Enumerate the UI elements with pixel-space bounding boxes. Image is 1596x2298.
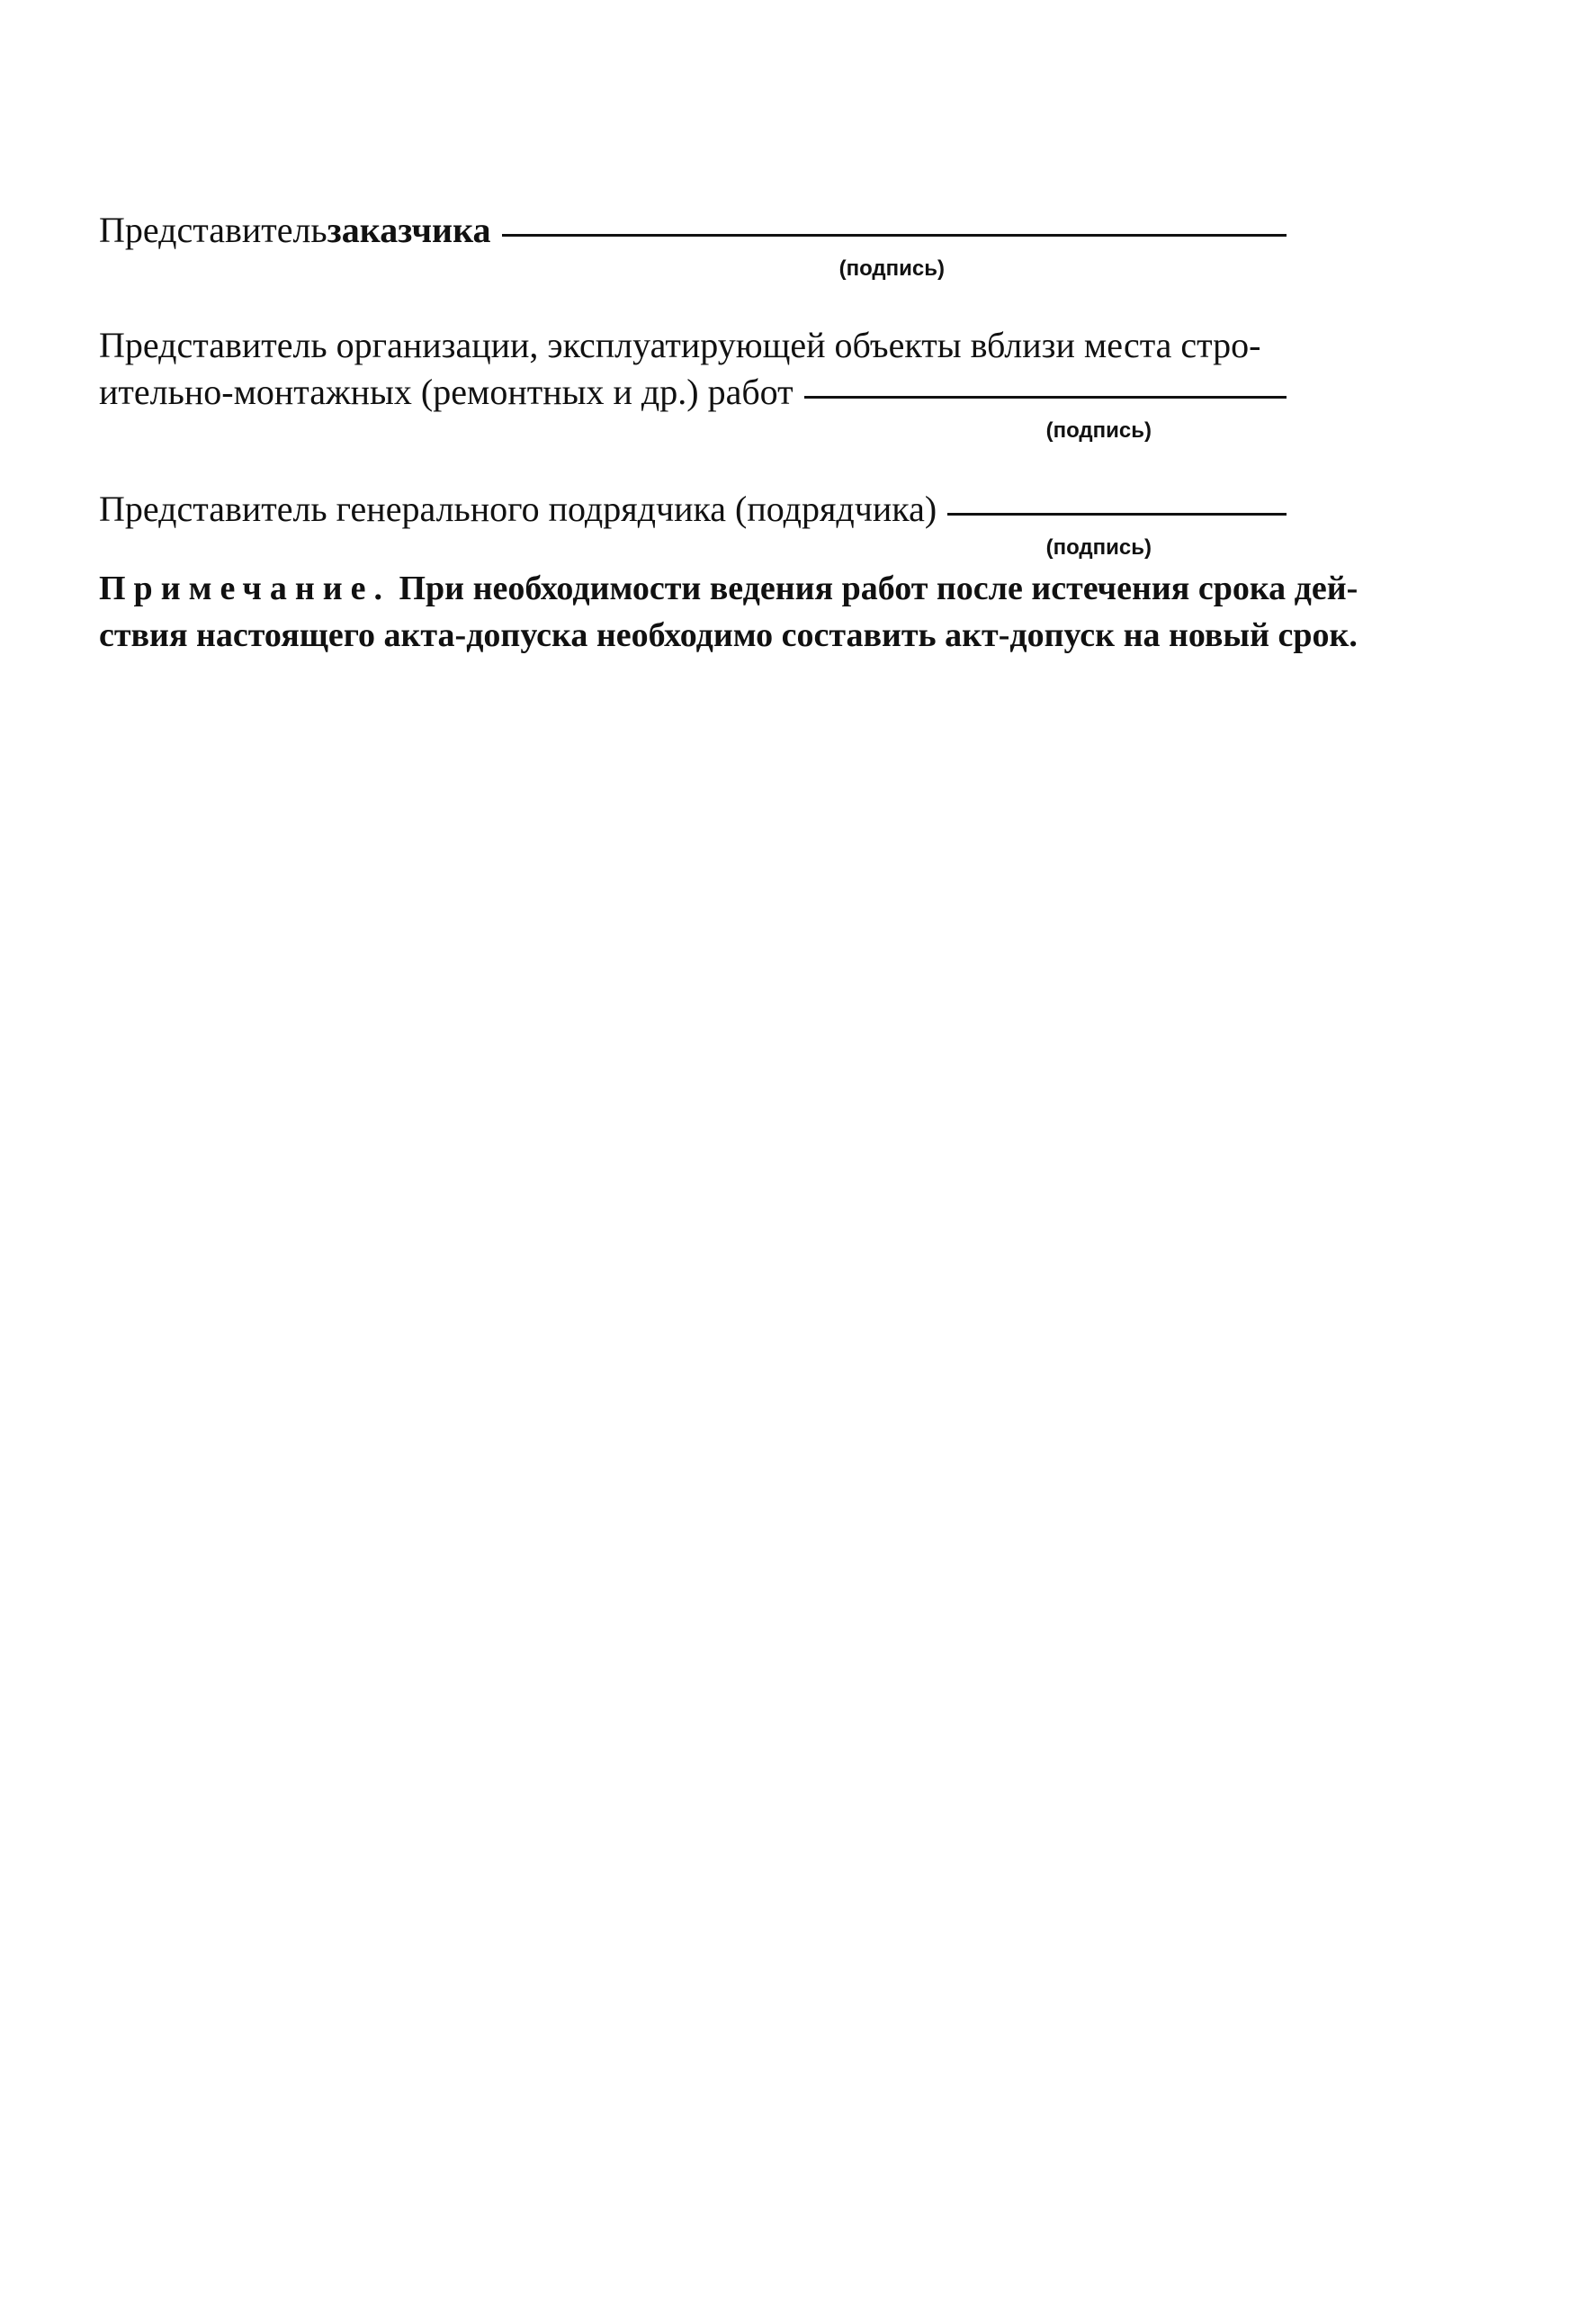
document-page xyxy=(99,207,1358,659)
customer-signature-field[interactable] xyxy=(502,234,1287,237)
note-line1 xyxy=(99,565,1358,612)
operator-signature-caption: (подпись) xyxy=(1045,418,1152,443)
customer-signature-caption: (подпись) xyxy=(838,256,945,281)
note-text-line1: При необходимости ведения работ после истечения срока дей- xyxy=(399,570,1358,607)
customer-block xyxy=(99,207,1287,283)
contractor-signature-caption: (подпись) xyxy=(1045,535,1152,560)
note-block xyxy=(99,565,1358,659)
operator-label-line1: Представитель организации, эксплуатирующей объекты вблизи места стро- xyxy=(99,325,1261,365)
contractor-signature-line xyxy=(99,486,1287,533)
operator-label-line2: ительно-монтажных (ремонтных и др.) работ xyxy=(99,372,794,412)
note-text-line2: ствия настоящего акта-допуска необходимо составить акт-допуск на новый срок. xyxy=(99,616,1358,654)
customer-label-regular: Представитель xyxy=(99,210,327,250)
operator-signature-field[interactable] xyxy=(804,396,1287,399)
operator-block xyxy=(99,322,1287,444)
customer-label-bold: заказчика xyxy=(327,210,491,250)
contractor-block xyxy=(99,486,1287,561)
contractor-signature-field[interactable] xyxy=(947,513,1287,516)
customer-signature-line xyxy=(99,207,1287,254)
contractor-label: Представитель генерального подрядчика (подрядчика) xyxy=(99,489,937,529)
operator-signature-line xyxy=(99,369,1287,416)
note-heading: Примечание. xyxy=(99,570,390,607)
